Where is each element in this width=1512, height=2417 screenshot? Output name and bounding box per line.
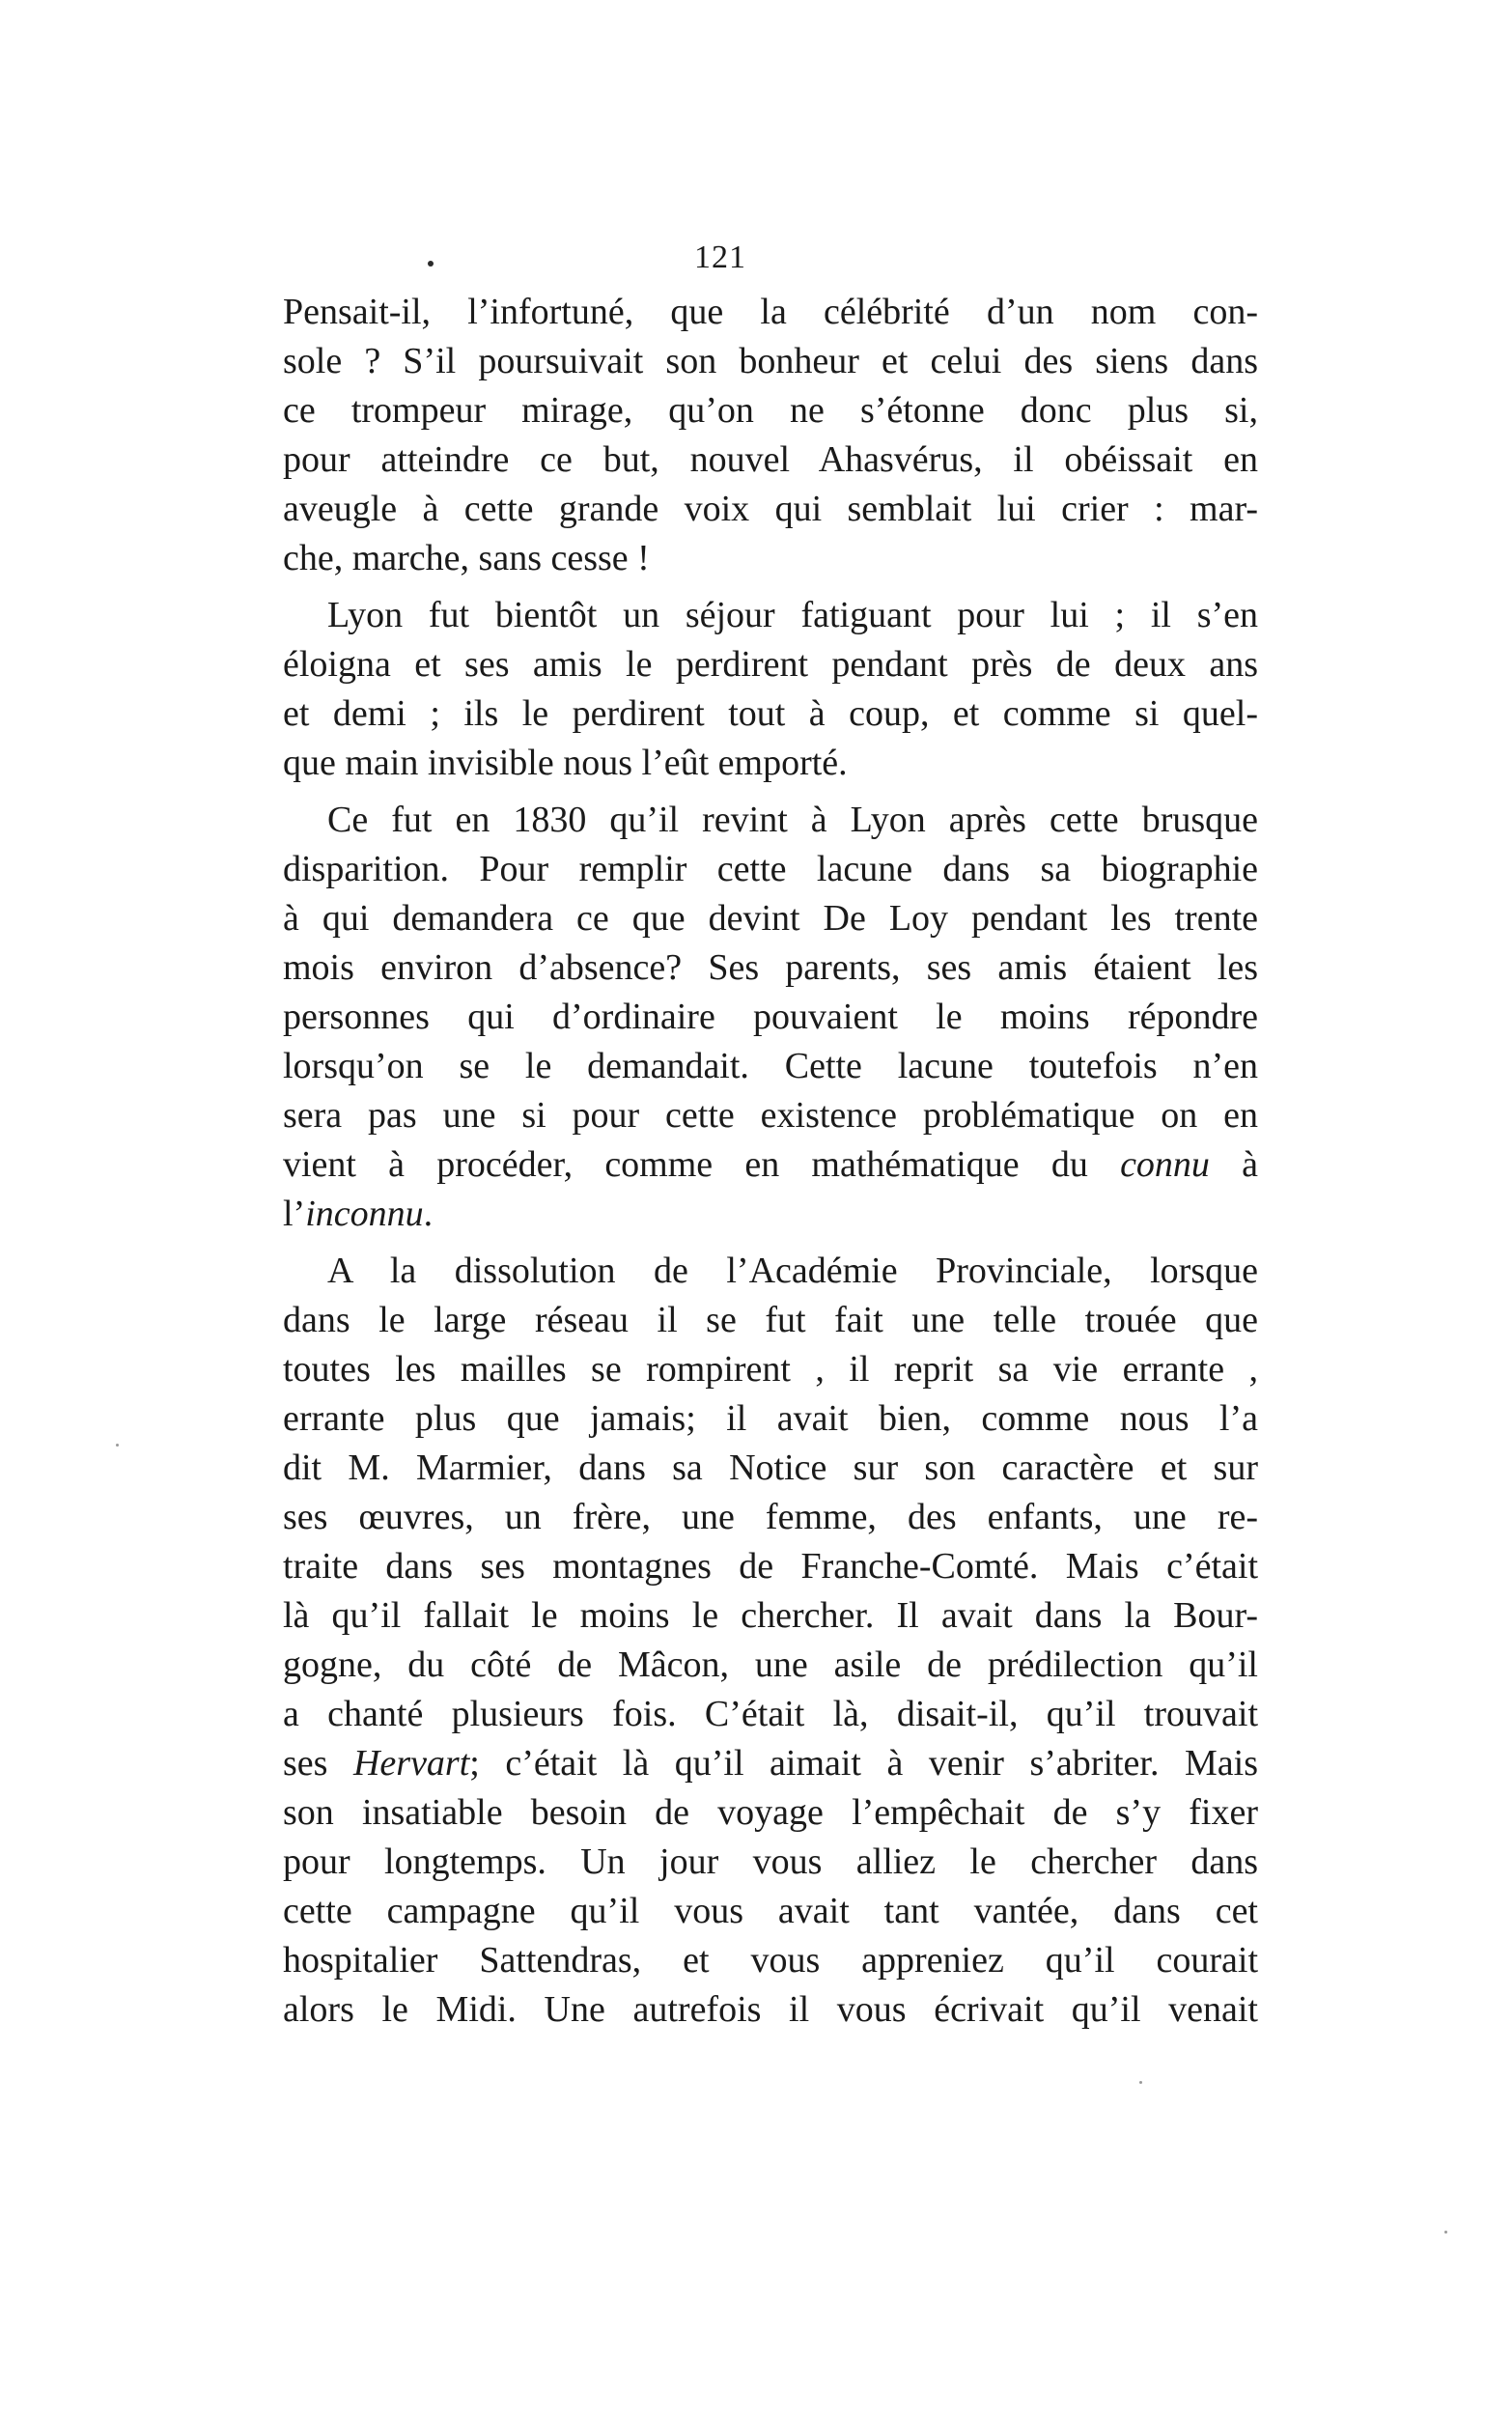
text-line [283,1190,1258,1239]
paragraph [283,1247,1258,2035]
paper-speck [1444,2231,1447,2234]
text-line [283,1887,1258,1936]
text-line [283,796,1258,845]
text-run: éloigna et ses amis le perdirent pendant près de deux ans [283,644,1258,685]
text-line [283,288,1258,337]
text-run: cette campagne qu’il vous avait tant vantée, dans cet [283,1891,1258,1931]
text-line [283,534,1258,583]
text-run: sera pas une si pour cette existence problématique on en [283,1095,1258,1136]
text-run: sole ? S’il poursuivait son bonheur et celui des siens dans [283,341,1258,381]
text-line [283,485,1258,534]
text-run: ses œuvres, un frère, une femme, des enfants, une re- [283,1497,1258,1537]
text-line [283,436,1258,485]
paragraph [283,288,1258,583]
text-run: pour longtemps. Un jour vous alliez le chercher dans [283,1841,1258,1882]
text-run: Ce fut en 1830 qu’il revint à Lyon après cette brusque [327,800,1258,840]
text-line [283,993,1258,1042]
text-line [283,1247,1258,1296]
text-run: lorsqu’on se le demandait. Cette lacune toutefois n’en [283,1046,1258,1086]
text-line [283,1641,1258,1690]
text-run: aveugle à cette grande voix qui semblait lui crier : mar- [283,489,1258,529]
text-run: a chanté plusieurs fois. C’était là, disait-il, qu’il trouvait [283,1694,1258,1734]
text-line [283,1739,1258,1788]
text-line [283,1493,1258,1542]
text-line [283,1985,1258,2035]
text-run: mois environ d’absence? Ses parents, ses amis étaient les [283,947,1258,988]
text-run: Lyon fut bientôt un séjour fatiguant pour lui ; il s’en [327,595,1258,635]
text-line [283,739,1258,788]
text-run: toutes les mailles se rompirent , il reprit sa vie errante , [283,1349,1258,1390]
text-line [283,1042,1258,1091]
text-line [283,1091,1258,1140]
text-line [283,894,1258,943]
text-run: disparition. Pour remplir cette lacune dans sa biographie [283,849,1258,889]
text-line [283,591,1258,640]
text-run: dans le large réseau il se fut fait une telle trouée que [283,1300,1258,1340]
text-run: l’ [283,1194,306,1234]
text-line [283,386,1258,436]
text-line [283,1690,1258,1739]
text-line [283,1444,1258,1493]
text-run: pour atteindre ce but, nouvel Ahasvérus, il obéissait en [283,439,1258,480]
text-line [283,1936,1258,1985]
text-run: et demi ; ils le perdirent tout à coup, et comme si quel- [283,693,1258,734]
text-run: son insatiable besoin de voyage l’empêchait de s’y fixer [283,1792,1258,1833]
text-run: personnes qui d’ordinaire pouvaient le moins répondre [283,997,1258,1037]
text-run: dit M. Marmier, dans sa Notice sur son caractère et sur [283,1447,1258,1488]
text-run: que main invisible nous l’eût emporté. [283,743,848,783]
paragraph [283,796,1258,1239]
text-line [283,1591,1258,1641]
text-run: ce trompeur mirage, qu’on ne s’étonne donc plus si, [283,390,1258,431]
text-run: vient à procéder, comme en mathématique du [283,1144,1121,1185]
paragraph [283,591,1258,788]
text-line [283,943,1258,993]
text-line [283,689,1258,739]
text-run: gogne, du côté de Mâcon, une asile de prédilection qu’il [283,1644,1258,1685]
body-text [283,288,1258,2042]
text-run: A la dissolution de l’Académie Provinciale, lorsque [327,1251,1258,1291]
paper-speck [1139,2081,1142,2084]
paper-speck [116,1444,119,1447]
text-line [283,1542,1258,1591]
text-run: traite dans ses montagnes de Franche-Comté. Mais c’était [283,1546,1258,1587]
text-line [283,1838,1258,1887]
page-number: 121 [694,239,746,275]
text-line [283,845,1258,894]
italic-text: Hervart [352,1743,470,1784]
italic-text: inconnu [305,1194,424,1234]
text-run: errante plus que jamais; il avait bien, comme nous l’a [283,1398,1258,1439]
text-line [283,1140,1258,1190]
text-run: hospitalier Sattendras, et vous appreniez qu’il courait [283,1940,1258,1981]
text-run: ses [283,1743,353,1784]
text-run: là qu’il fallait le moins le chercher. Il avait dans la Bour- [283,1595,1258,1636]
text-line [283,640,1258,689]
text-run: alors le Midi. Une autrefois il vous écrivait qu’il venait [283,1989,1258,2030]
text-run: ; c’était là qu’il aimait à venir s’abriter. Mais [469,1743,1258,1784]
text-run: à qui demandera ce que devint De Loy pendant les trente [283,898,1258,939]
text-run: Pensait-il, l’infortuné, que la célébrité d’un nom con- [283,292,1258,332]
text-line [283,1345,1258,1394]
text-run: che, marche, sans cesse ! [283,538,650,578]
text-run: . [423,1194,434,1234]
text-line [283,1788,1258,1838]
printer-dot-mark [428,261,434,267]
text-line [283,1394,1258,1444]
text-run: à [1209,1144,1258,1185]
text-line [283,1296,1258,1345]
italic-text: connu [1120,1144,1210,1185]
text-line [283,337,1258,386]
